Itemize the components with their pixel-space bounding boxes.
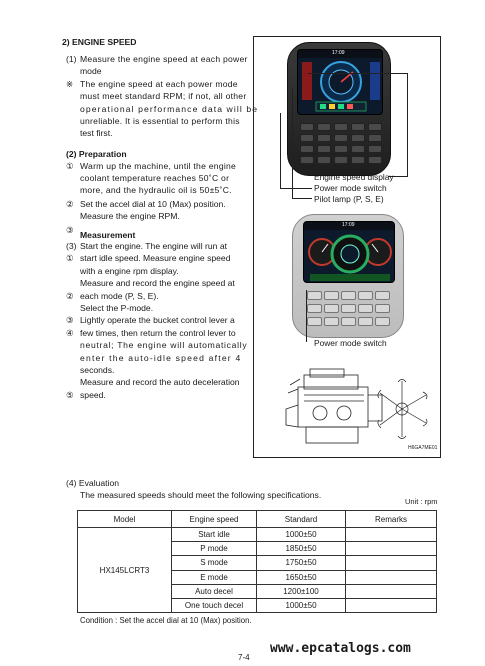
callout-leader-speed xyxy=(308,73,408,74)
cell-remarks xyxy=(346,556,437,570)
step1-number: (1) xyxy=(66,54,77,64)
prep1-line-3: more, and the hydraulic oil is 50±5˚C. xyxy=(80,185,232,195)
monitor-keypad-button xyxy=(324,304,339,313)
monitor-keypad-button xyxy=(375,304,390,313)
monitor-keypad-button xyxy=(351,145,365,153)
monitor-keypad-button xyxy=(334,145,348,153)
monitor-keypad-button xyxy=(324,317,339,326)
measurement-line-text: Measure and record the engine speed at xyxy=(80,278,235,289)
prep3-number: ③ xyxy=(66,225,74,235)
monitor-keypad-button xyxy=(317,156,331,164)
cell-standard: 1650±50 xyxy=(257,570,346,584)
monitor-keypad-button xyxy=(358,304,373,313)
monitor-keypad-button xyxy=(307,291,322,300)
callout-power-mode-switch: Power mode switch xyxy=(314,183,387,193)
cell-remarks xyxy=(346,570,437,584)
monitor-keypad-button xyxy=(351,123,365,131)
cell-standard: 1000±50 xyxy=(257,598,346,612)
condition-note: Condition : Set the accel dial at 10 (Max) position. xyxy=(80,616,252,625)
measurement-line-number: ① xyxy=(66,253,74,264)
cell-standard: 1200±100 xyxy=(257,584,346,598)
prep1-line-1: Warm up the machine, until the engine xyxy=(80,161,237,171)
header-standard: Standard xyxy=(257,511,346,528)
measurement-line-text: start idle speed. Measure engine speed xyxy=(80,253,231,264)
callout-leader-power xyxy=(280,113,281,188)
monitor-screen-bottom xyxy=(303,221,395,283)
monitor-screen-top xyxy=(297,49,383,115)
prep1-number: ① xyxy=(66,161,74,171)
measurement-line-text: each mode (P, S, E). xyxy=(80,290,159,301)
step1-line-2: mode xyxy=(80,66,102,76)
measurement-line-text: with a engine rpm display. xyxy=(80,265,179,276)
callout-leader-pilot xyxy=(292,88,293,198)
monitor-keypad-button xyxy=(307,304,322,313)
measurement-line-text: Select the P-mode. xyxy=(80,302,154,313)
measurement-line-text: Lightly operate the bucket control lever a xyxy=(80,315,235,326)
evaluation-text: The measured speeds should meet the following specifications. xyxy=(80,490,322,500)
prep2-number: ② xyxy=(66,199,74,209)
monitor-keypad-button xyxy=(317,134,331,142)
spec-table xyxy=(77,510,437,613)
prep2-line-1: Set the accel dial at 10 (Max) position. xyxy=(80,199,226,209)
monitor-keypad-button xyxy=(300,156,314,164)
measurement-line-text: few times, then return the control lever to xyxy=(80,327,236,338)
monitor-keypad-button xyxy=(368,145,382,153)
cluster-monitor-bottom xyxy=(292,214,404,338)
monitor-keypad-button xyxy=(307,317,322,326)
monitor-keypad-button xyxy=(368,123,382,131)
gauge-display-top xyxy=(298,50,383,115)
monitor-keypad-button xyxy=(334,156,348,164)
engine-illustration xyxy=(280,365,430,453)
note-line-5: test first. xyxy=(80,128,113,138)
monitor-keypad-button xyxy=(368,134,382,142)
watermark: www.epcatalogs.com xyxy=(270,641,411,656)
measurement-line-text: Start the engine. The engine will run at xyxy=(80,241,227,251)
cluster-monitor-top xyxy=(287,42,391,176)
measurement-line-number: ③ xyxy=(66,315,74,326)
callout-leader-pilot-h xyxy=(292,198,312,199)
monitor-keypad-button xyxy=(375,291,390,300)
callout-leader-speed-vert xyxy=(407,73,408,176)
measurement-line-text: Measure and record the auto deceleration xyxy=(80,377,240,388)
measurement-line-text: neutral; The engine will automatically xyxy=(80,340,248,351)
cell-standard: 1850±50 xyxy=(257,542,346,556)
measurement-title: Measurement xyxy=(80,230,136,240)
monitor-keypad-button xyxy=(334,123,348,131)
cell-engine-speed: Start idle xyxy=(172,528,257,542)
section-title: 2) ENGINE SPEED xyxy=(62,37,137,47)
note-line-1: The engine speed at each power mode xyxy=(80,79,238,89)
cell-engine-speed: E mode xyxy=(172,570,257,584)
prep2-line-2: Measure the engine RPM. xyxy=(80,211,180,221)
monitor-keypad-button xyxy=(351,156,365,164)
prep1-line-2: coolant temperature reaches 50˚C or xyxy=(80,173,230,183)
monitor-keypad-button xyxy=(317,145,331,153)
cell-remarks xyxy=(346,598,437,612)
monitor-keypad-button xyxy=(317,123,331,131)
note-mark: ※ xyxy=(66,79,74,89)
measurement-line-text: seconds. xyxy=(80,364,115,375)
monitor-keypad-button xyxy=(341,317,356,326)
cell-engine-speed: One touch decel xyxy=(172,598,257,612)
table-row xyxy=(78,528,437,542)
cell-standard: 1750±50 xyxy=(257,556,346,570)
screen-time-top: 17:09 xyxy=(332,50,345,56)
measurement-line-text: enter the auto-idle speed after 4 xyxy=(80,352,242,363)
measurement-line-number: ⑤ xyxy=(66,389,74,400)
note-line-3: operational performance data will be xyxy=(80,104,259,114)
cell-remarks xyxy=(346,528,437,542)
callout-engine-speed-display: Engine speed display xyxy=(314,172,394,182)
callout-power-mode-switch-2: Power mode switch xyxy=(314,338,387,348)
evaluation-title: (4) Evaluation xyxy=(66,478,120,488)
callout-leader-power2 xyxy=(306,290,307,342)
screen-time-bottom: 17:09 xyxy=(342,222,355,228)
cell-engine-speed: S mode xyxy=(172,556,257,570)
cell-model: HX145LCRT3 xyxy=(78,528,172,613)
header-remarks: Remarks xyxy=(346,511,437,528)
header-model: Model xyxy=(78,511,172,528)
monitor-keypad-button xyxy=(375,317,390,326)
measurement-line-text: speed. xyxy=(80,389,106,400)
monitor-keypad-button xyxy=(341,304,356,313)
measurement-line-number: ② xyxy=(66,290,74,301)
monitor-keypad-button xyxy=(358,317,373,326)
monitor-keypad-button xyxy=(300,123,314,131)
cell-standard: 1000±50 xyxy=(257,528,346,542)
measurement-line-number: (3) xyxy=(66,241,77,251)
monitor-keypad-button xyxy=(324,291,339,300)
monitor-keypad-button xyxy=(368,156,382,164)
preparation-title: (2) Preparation xyxy=(66,149,127,159)
cell-engine-speed: P mode xyxy=(172,542,257,556)
monitor-keypad-button xyxy=(334,134,348,142)
cell-remarks xyxy=(346,584,437,598)
note-line-4: unreliable. It is essential to perform this xyxy=(80,116,240,126)
note-line-2: must meet standard RPM; if not, all other xyxy=(80,91,247,101)
unit-label: Unit : rpm xyxy=(405,497,438,506)
cell-engine-speed: Auto decel xyxy=(172,584,257,598)
table-header-row xyxy=(78,511,437,528)
header-engine-speed: Engine speed xyxy=(172,511,257,528)
monitor-keypad-button xyxy=(351,134,365,142)
gauge-display-bottom xyxy=(304,222,395,283)
monitor-keypad-button xyxy=(341,291,356,300)
monitor-keypad-button xyxy=(300,134,314,142)
cell-remarks xyxy=(346,542,437,556)
monitor-keypad-button xyxy=(300,145,314,153)
measurement-line-number: ④ xyxy=(66,327,74,338)
callout-leader-power-h xyxy=(280,188,312,189)
step1-line-1: Measure the engine speed at each power xyxy=(80,54,248,64)
figure-code: H6GA7ME01 xyxy=(408,445,438,451)
callout-pilot-lamp: Pilot lamp (P, S, E) xyxy=(314,194,384,204)
monitor-keypad-button xyxy=(358,291,373,300)
page-number: 7-4 xyxy=(238,653,250,662)
